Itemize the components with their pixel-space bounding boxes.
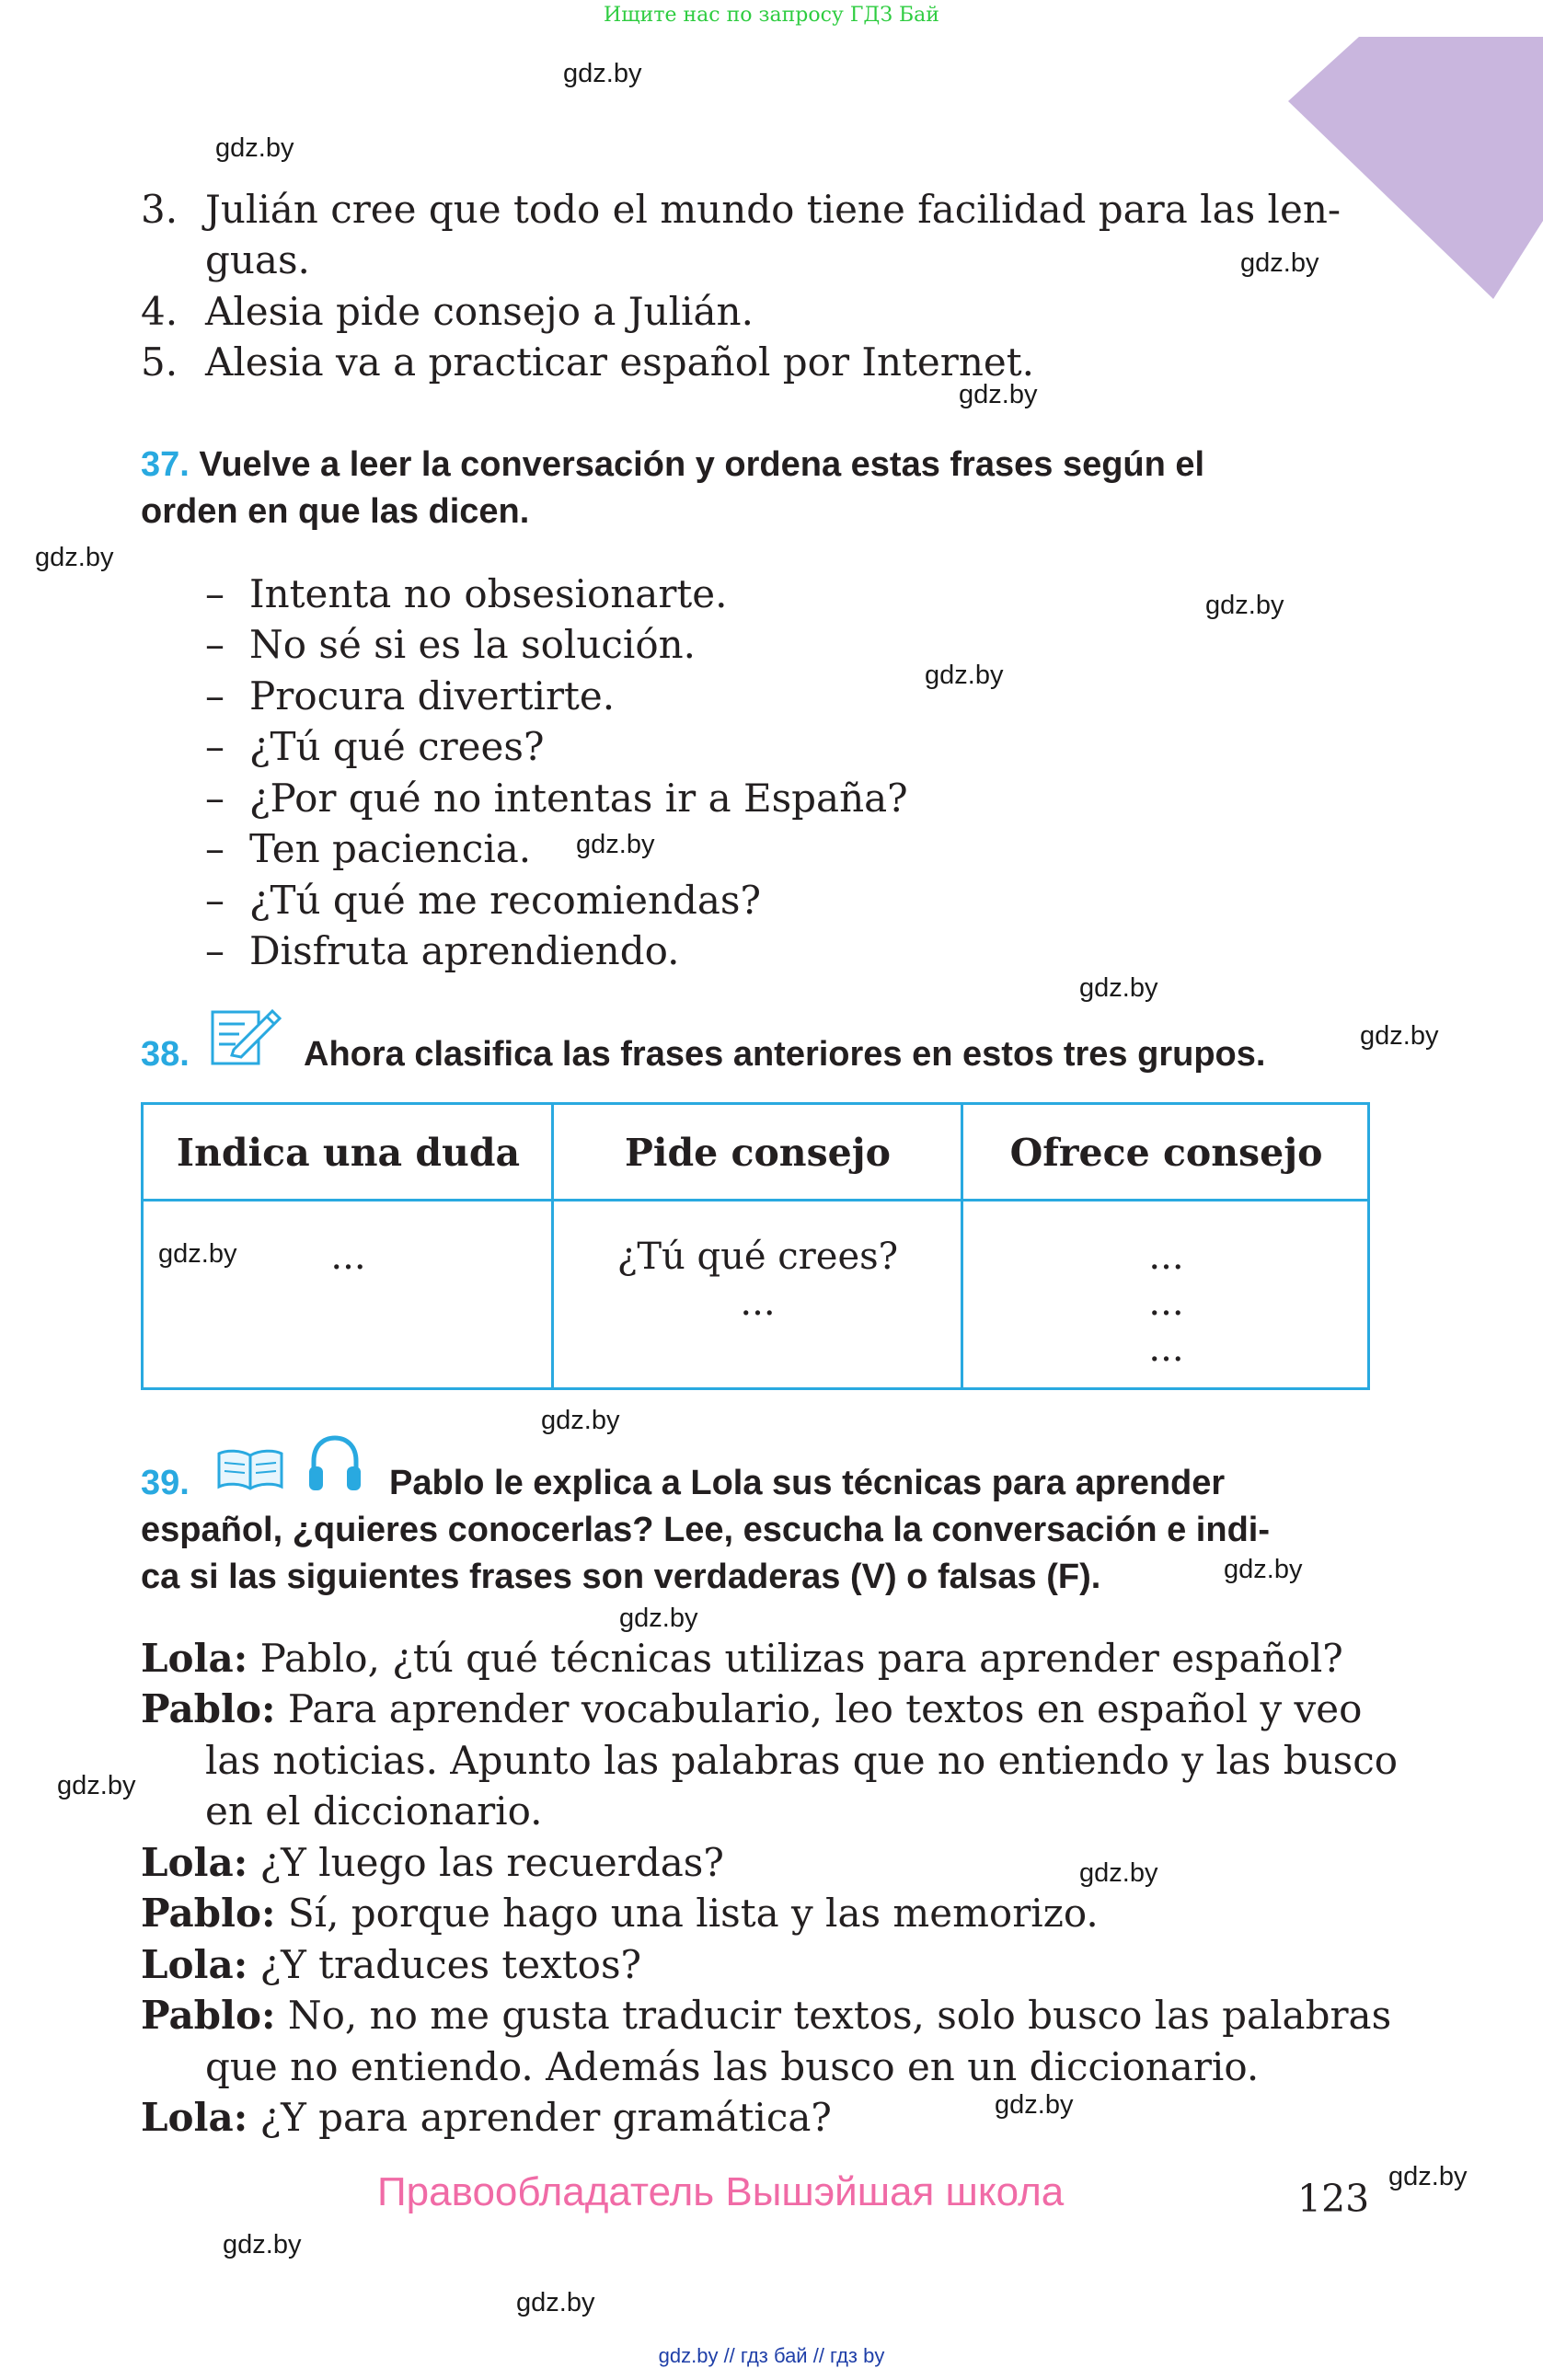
phrase-text: Procura divertirte. [249, 673, 616, 719]
watermark: gdz.by [215, 133, 294, 163]
dialogue-line [141, 1939, 641, 1991]
watermark: gdz.by [576, 830, 655, 859]
dialogue-text: ¿Y para aprender gramática? [259, 2095, 832, 2140]
watermark: gdz.by [1224, 1555, 1303, 1584]
watermark: gdz.by [1240, 248, 1319, 278]
phrase-item [205, 773, 908, 824]
table-cell: ... [330, 1236, 366, 1278]
item-number: 5. [141, 339, 178, 385]
exercise-number: 38. [141, 1035, 190, 1074]
speaker-name: Lola: [141, 1636, 248, 1681]
statement-item-3 [141, 184, 1341, 235]
phrase-item [205, 671, 615, 722]
dialogue-text: Sí, porque hago una lista y las memorizo. [287, 1891, 1099, 1936]
exercise-38-number [141, 1031, 190, 1078]
table-cell: ... [1148, 1236, 1184, 1278]
speaker-name: Pablo: [141, 1686, 276, 1731]
table-cell: ... [1148, 1328, 1184, 1370]
table-header-offer-advice: Ofrece consejo [962, 1105, 1370, 1201]
watermark: gdz.by [1079, 1858, 1158, 1888]
table-cell: ... [740, 1282, 776, 1324]
table-header-ask-advice: Pide consejo [553, 1105, 962, 1201]
exercise-39-instruction-cont: español, ¿quieres conocerlas? Lee, escucha la conversación e indi- [141, 1511, 1271, 1549]
dash: – [205, 826, 225, 871]
phrase-text: Ten paciencia. [249, 826, 532, 871]
phrase-item [205, 569, 727, 620]
speaker-name: Lola: [141, 2095, 248, 2140]
dash: – [205, 878, 225, 923]
watermark: gdz.by [925, 661, 1004, 690]
dash: – [205, 928, 225, 973]
watermark: gdz.by [1360, 1021, 1439, 1051]
dialogue-line [141, 2092, 832, 2144]
book-icon [213, 1446, 287, 1492]
instruction-line: Vuelve a leer la conversación y ordena estas frases según el [199, 445, 1205, 484]
table-header-doubt: Indica una duda [144, 1105, 553, 1201]
dash: – [205, 776, 225, 821]
dash: – [205, 724, 225, 769]
item-text: Alesia va a practicar español por Internet. [205, 339, 1034, 385]
exercise-37-instruction [141, 442, 1204, 489]
search-banner[interactable]: Ищите нас по запросу ГДЗ Бай [604, 4, 939, 27]
statement-item-3-cont: guas. [205, 237, 310, 282]
dialogue-line [141, 1684, 1362, 1735]
statement-item-4 [141, 286, 754, 337]
statement-item-5 [141, 337, 1034, 387]
exercise-39-number [141, 1460, 190, 1507]
item-number: 3. [141, 187, 178, 232]
dash: – [205, 571, 225, 616]
dialogue-text: ¿Y traduces textos? [259, 1942, 642, 1987]
watermark: gdz.by [959, 380, 1038, 409]
dialogue-text: Pablo, ¿tú qué técnicas utilizas para aprender español? [259, 1636, 1343, 1681]
watermark: gdz.by [1388, 2162, 1468, 2191]
dash: – [205, 622, 225, 667]
item-text: Alesia pide consejo a Julián. [205, 289, 754, 334]
watermark: gdz.by [223, 2230, 302, 2259]
watermark: gdz.by [35, 543, 114, 572]
watermark: gdz.by [1079, 973, 1158, 1003]
watermark: gdz.by [1205, 591, 1284, 620]
phrase-item [205, 619, 696, 671]
footer-links[interactable]: gdz.by // гдз бай // гдз by [658, 2344, 885, 2367]
phrase-text: Intenta no obsesionarte. [249, 571, 728, 616]
dialogue-text: No, no me gusta traducir textos, solo busco las palabras [287, 1993, 1392, 2038]
phrase-text: ¿Por qué no intentas ir a España? [249, 776, 908, 821]
table-cell: ... [1148, 1282, 1184, 1324]
copyright-holder: Правообладатель Вышэйшая школа [377, 2169, 1065, 2214]
headphones-icon [306, 1433, 363, 1494]
item-text: Julián cree que todo el mundo tiene facilidad para las len- [205, 187, 1341, 232]
page-number: 123 [1297, 2177, 1370, 2221]
watermark: gdz.by [158, 1239, 237, 1269]
watermark: gdz.by [516, 2288, 595, 2317]
dialogue-text-cont: en el diccionario. [205, 1788, 543, 1834]
write-icon [210, 1009, 283, 1068]
phrase-text: Disfruta aprendiendo. [249, 928, 680, 973]
phrase-text: No sé si es la solución. [249, 622, 697, 667]
exercise-38-instruction: Ahora clasifica las frases anteriores en estos tres grupos. [304, 1035, 1266, 1074]
dialogue-text-cont: que no entiendo. Además las busco en un diccionario. [205, 2044, 1260, 2089]
watermark: gdz.by [57, 1771, 136, 1800]
phrase-item [205, 721, 544, 773]
phrase-item [205, 926, 680, 977]
item-number: 4. [141, 289, 178, 334]
dialogue-text-cont: las noticias. Apunto las palabras que no entiendo y las busco [205, 1738, 1399, 1783]
dialogue-text: ¿Y luego las recuerdas? [259, 1840, 724, 1885]
speaker-name: Lola: [141, 1840, 248, 1885]
exercise-37-instruction-cont: orden en que las dicen. [141, 492, 530, 531]
classification-table [141, 1102, 1370, 1390]
phrase-text: ¿Tú qué crees? [249, 724, 545, 769]
speaker-name: Lola: [141, 1942, 248, 1987]
speaker-name: Pablo: [141, 1891, 276, 1936]
phrase-text: ¿Tú qué me recomiendas? [249, 878, 762, 923]
watermark: gdz.by [619, 1604, 698, 1633]
table-cell: ¿Tú qué crees? [616, 1236, 899, 1278]
dialogue-line [141, 1837, 724, 1889]
watermark: gdz.by [541, 1406, 620, 1435]
watermark: gdz.by [995, 2090, 1074, 2120]
dialogue-text: Para aprender vocabulario, leo textos en español y veo [287, 1686, 1363, 1731]
dialogue-line [141, 1990, 1391, 2041]
corner-tab-decoration [1288, 37, 1543, 299]
exercise-number: 37. [141, 445, 190, 484]
exercise-39-instruction: Pablo le explica a Lola sus técnicas para aprender [389, 1464, 1226, 1502]
phrase-item [205, 823, 531, 875]
dialogue-line [141, 1888, 1099, 1939]
dash: – [205, 673, 225, 719]
dialogue-line [141, 1633, 1343, 1684]
speaker-name: Pablo: [141, 1993, 276, 2038]
exercise-39-instruction-cont: ca si las siguientes frases son verdaderas (V) o falsas (F). [141, 1558, 1101, 1596]
watermark: gdz.by [563, 59, 642, 88]
phrase-item [205, 875, 761, 926]
exercise-number: 39. [141, 1464, 190, 1502]
